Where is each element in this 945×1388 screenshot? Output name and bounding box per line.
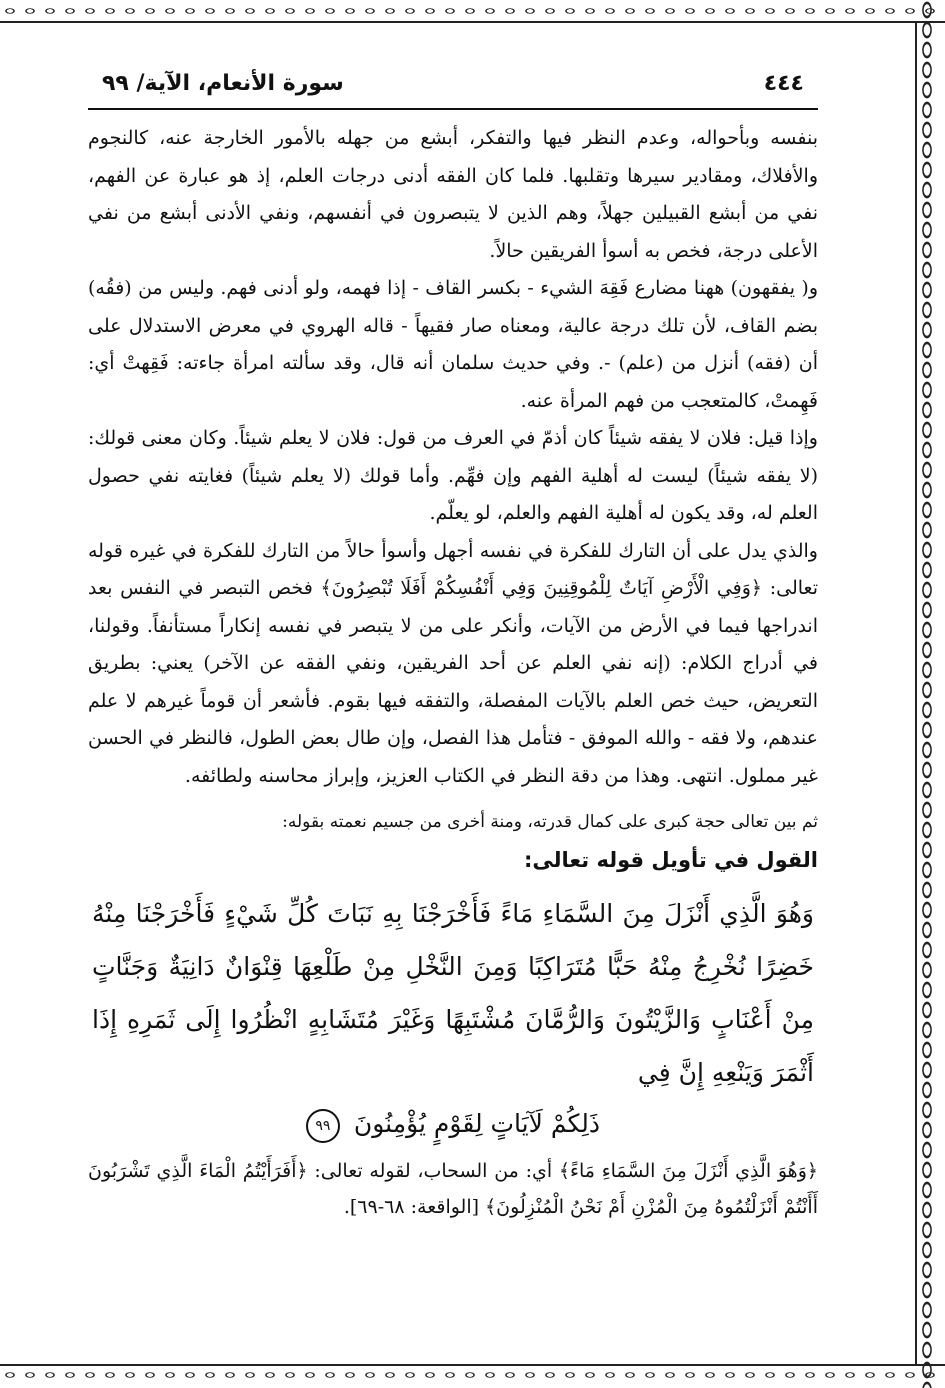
body-text (88, 120, 818, 795)
quran-verse: وَهُوَ الَّذِي أَنْزَلَ مِنَ السَّمَاءِ مَاءً فَأَخْرَجْنَا بِهِ نَبَاتَ كُلِّ شَيْءٍ فَأَخْرَجْنَا مِنْهُ خَضِرًا نُخْرِجُ مِنْهُ حَبًّا مُتَرَاكِبًا وَمِنَ النَّخْلِ مِنْ طَلْعِهَا قِنْوَانٌ دَانِيَةٌ وَجَنَّاتٍ مِنْ أَعْنَابٍ وَالزَّيْتُونَ وَالرُّمَّانَ مُشْتَبِهًا وَغَيْرَ مُتَشَابِهٍ انْظُرُوا إِلَى ثَمَرِهِ إِذَا أَثْمَرَ وَيَنْعِهِ إِنَّ فِي (92, 899, 814, 1087)
paragraph: و( يفقهون) ههنا مضارع فَقِهَ الشيء - بكسر القاف - إذا فهمه، ولو أدنى فهم. وليس من (فقُه) بضم القاف، لأن تلك درجة عالية، ومعناه صار فقيهاً - قاله الهروي في معرض الاستدلال على أن (فقه) أنزل من (علم) -. وفي حديث سلمان أنه قال، وقد سألته امرأة جاءته: فَقِهتْ أي: فَهِمتْ، كالمتعجب من فهم المرأة عنه. (88, 277, 818, 412)
bottom-chain-border (0, 1368, 945, 1382)
right-frame-line (915, 21, 917, 1366)
intro-text: ثم بين تعالى حجة كبرى على كمال قدرته، ومنة أخرى من جسيم نعمته بقوله: (282, 812, 818, 832)
ayah-number-mark: ٩٩ (306, 1109, 340, 1143)
paragraph: وإذا قيل: فلان لا يفقه شيئاً كان أذمّ في العرف من قول: فلان لا يعلم شيئاً. وكان معنى قولك: (لا يفقه شيئاً) ليست له أهلية الفهم وإن فهِّم. وأما قولك (لا يعلم شيئاً) فغايته نفي حصول العلم له، وقد يكون له أهلية الفهم والعلم، لو يعلّم. (88, 427, 818, 524)
paragraph: بنفسه وبأحواله، وعدم النظر فيها والتفكر، أبشع من جهله بالأمور الخارجة عنه، كالنجوم والأفلاك، ومقادير سيرها وتقلبها. فلما كان الفقه أدنى درجات العلم، إذ هو عبارة عن الفهم، نفي من أبشع القبيلين جهلاً، وهم الذين لا يتبصرون في أنفسهم، ونفي الأدنى أبشع من نفي الأعلى درجة، فخص به أسوأ الفريقين حالاً. (88, 127, 818, 262)
page-content (88, 58, 818, 1225)
top-chain-border (0, 4, 945, 18)
bottom-frame-line (0, 1364, 945, 1366)
section-title: القول في تأويل قوله تعالى: (524, 848, 818, 872)
page-header (88, 58, 818, 110)
verse-ending-text: ذَلِكُمْ لَآيَاتٍ لِقَوْمٍ يُؤْمِنُونَ (353, 1109, 601, 1138)
page-number: ٤٤٤ (763, 70, 804, 96)
surah-title: سورة الأنعام، الآية/ ٩٩ (102, 70, 344, 96)
paragraph: والذي يدل على أن التارك للفكرة في نفسه أجهل وأسوأ حالاً من التارك للفكرة في غيره قوله تعالى: ﴿وَفِي الْأَرْضِ آيَاتٌ لِلْمُوقِنِينَ وَفِي أَنْفُسِكُمْ أَفَلَا تُبْصِرُونَ﴾ فخص التبصر في النفس بعد اندراجها فيما في الأرض من الآيات، وأنكر على من لا يتبصر في نفسه إنكاراً مستأنفاً. وقولنا، في أدراج الكلام: (إنه نفي العلم عن أحد الفريقين، ونفي الفقه عن الآخر) يعني: بطريق التعريض، حيث خص العلم بالآيات المفصلة، والتفقه فيها بقوم. فأشعر أن قوماً غيرهم لا علم عندهم، ولا فقه - والله الموفق - فتأمل هذا الفصل، وإن طال بعض الطول، فالنظر في الحسن غير مملول. انتهى. وهذا من دقة النظر في الكتاب العزيز، وإبراز محاسنه ولطائفه. (88, 539, 818, 787)
right-chain-border (920, 0, 934, 1388)
top-frame-line (0, 21, 945, 23)
commentary-text: ﴿وَهُوَ الَّذِي أَنْزَلَ مِنَ السَّمَاءِ مَاءً﴾ أي: من السحاب، لقوله تعالى: ﴿أَفَرَأَيْتُمُ الْمَاءَ الَّذِي تَشْرَبُونَ أَأَنْتُمْ أَنْزَلْتُمُوهُ مِنَ الْمُزْنِ أَمْ نَحْنُ الْمُنْزِلُونَ﴾ [الواقعة: ٦٨-٦٩]. (88, 1160, 818, 1218)
verse-ending (88, 1099, 818, 1149)
